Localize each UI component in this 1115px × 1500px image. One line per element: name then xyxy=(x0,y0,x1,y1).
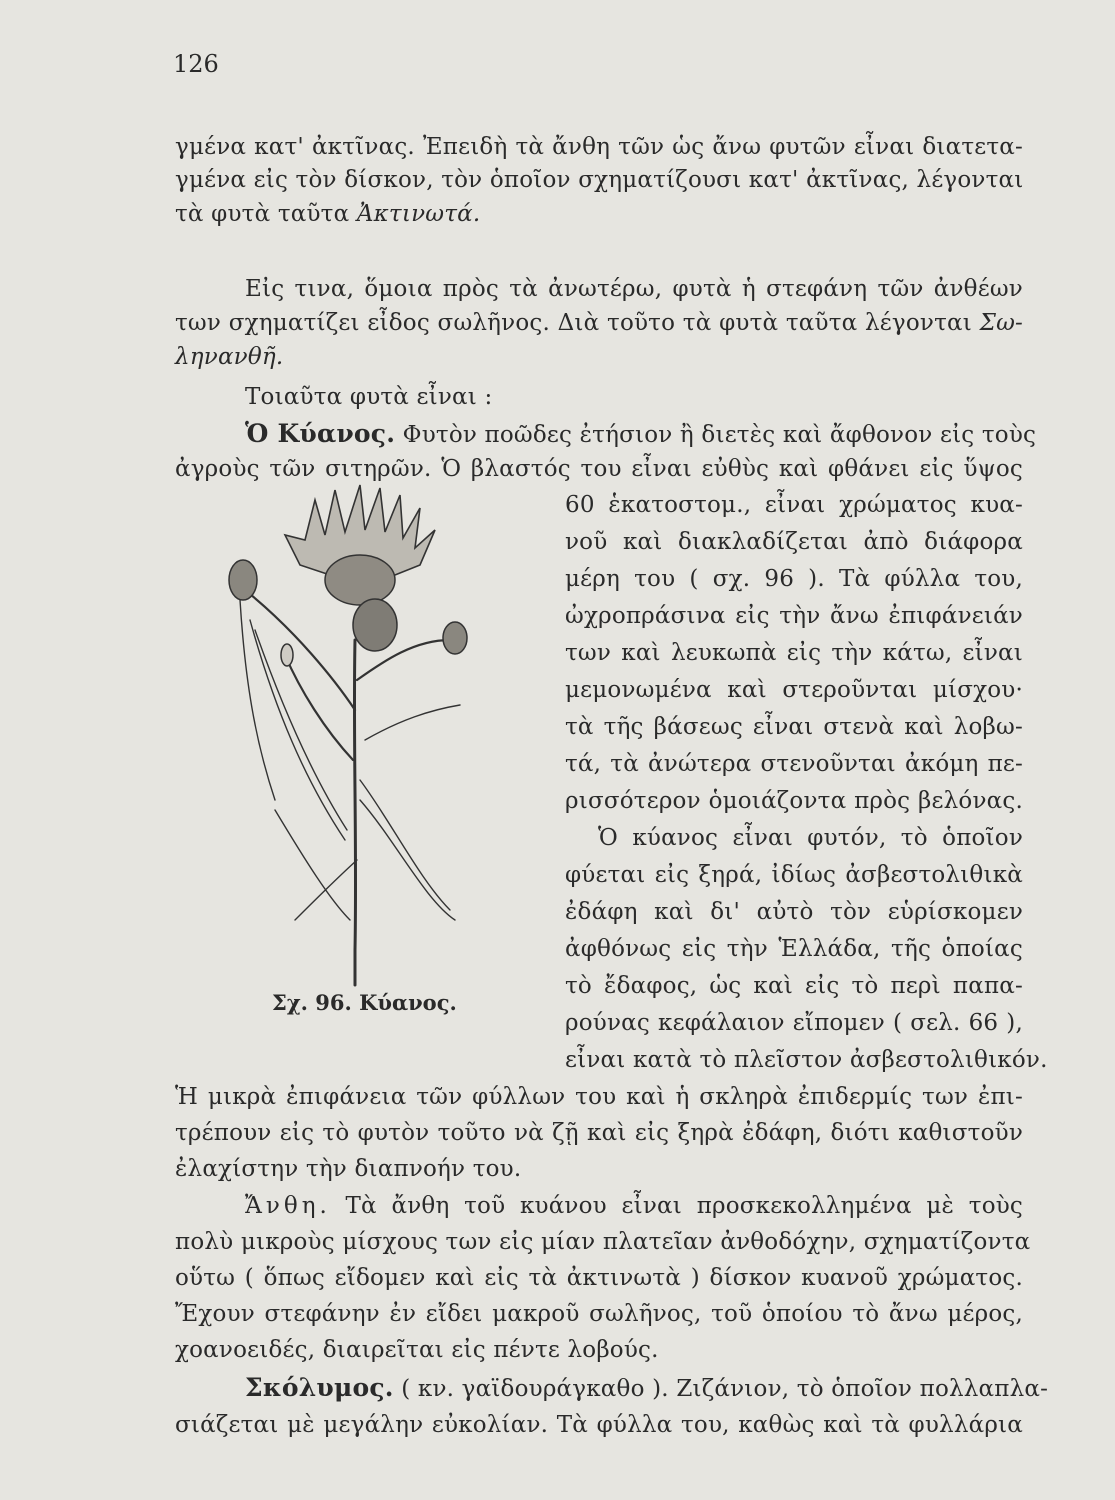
text-line: μεμονωμένα καὶ στεροῦνται μίσχου· xyxy=(565,677,1023,703)
text-line: των καὶ λευκωπὰ εἰς τὴν κάτω, εἶναι xyxy=(565,640,1023,666)
text-line: ρούνας κεφάλαιον εἴπομεν ( σελ. 66 ), xyxy=(565,1010,1023,1036)
heading-skolymos: Σκόλυμος. xyxy=(245,1373,394,1402)
text-line: τὸ ἔδαφος, ὡς καὶ εἰς τὸ περὶ παπα- xyxy=(565,973,1023,999)
text-line: ἐλαχίστην τὴν διαπνοήν του. xyxy=(175,1156,522,1182)
text-line: τά, τὰ ἀνώτερα στενοῦνται ἀκόμη πε- xyxy=(565,751,1023,777)
text-line: ὠχροπράσινα εἰς τὴν ἄνω ἐπιφάνειάν xyxy=(565,603,1023,629)
text-line: γμένα εἰς τὸν δίσκον, τὸν ὁποῖον σχηματίζουσι κατ' ἀκτῖνας, λέγονται xyxy=(175,167,1024,193)
text-line: τὰ φυτὰ ταῦτα Ἀκτινωτά. xyxy=(175,201,481,227)
text-line: χοανοειδές, διαιρεῖται εἰς πέντε λοβούς. xyxy=(175,1337,659,1363)
figure-caption: Σχ. 96. Κύανος. xyxy=(272,990,457,1015)
text-line: των σχηματίζει εἶδος σωλῆνος. Διὰ τοῦτο τὰ φυτὰ ταῦτα λέγονται Σω- xyxy=(175,310,1024,336)
text-line: γμένα κατ' ἀκτῖνας. Ἐπειδὴ τὰ ἄνθη τῶν ὡς ἄνω φυτῶν εἶναι διατετα- xyxy=(175,134,1023,160)
text-line: τρέπουν εἰς τὸ φυτὸν τοῦτο νὰ ζῇ καὶ εἰς ξηρὰ ἐδάφη, διότι καθιστοῦν xyxy=(175,1120,1023,1146)
text-line: Τοιαῦτα φυτὰ εἶναι : xyxy=(245,384,493,410)
text-line: οὕτω ( ὅπως εἴδομεν καὶ εἰς τὰ ἀκτινωτὰ ) δίσκον κυανοῦ χρώματος. xyxy=(175,1265,1023,1291)
text-line: σιάζεται μὲ μεγάλην εὐκολίαν. Τὰ φύλλα του, καθὼς καὶ τὰ φυλλάρια xyxy=(175,1412,1023,1438)
text-line: Ἡ μικρὰ ἐπιφάνεια τῶν φύλλων του καὶ ἡ σκληρὰ ἐπιδερμίς των ἐπι- xyxy=(175,1084,1023,1110)
text-line: Ἄνθη. Τὰ ἄνθη τοῦ κυάνου εἶναι προσκεκολλημένα μὲ τοὺς xyxy=(245,1193,1024,1219)
heading-anthi: Ἄνθη. xyxy=(245,1193,331,1219)
heading-kyanos: Ὁ Κύανος. xyxy=(245,419,396,448)
term-aktinota: Ἀκτινωτά. xyxy=(356,201,481,227)
text-line: Σκόλυμος. ( κν. γαϊδουράγκαθο ). Ζιζάνιον, τὸ ὁποῖον πολλαπλα- xyxy=(245,1373,1049,1402)
text-line: μέρη του ( σχ. 96 ). Τὰ φύλλα του, xyxy=(565,566,1023,592)
text-line: νοῦ καὶ διακλαδίζεται ἀπὸ διάφορα xyxy=(565,529,1023,555)
text-line: ἀφθόνως εἰς τὴν Ἑλλάδα, τῆς ὁποίας xyxy=(565,936,1023,962)
text-line: φύεται εἰς ξηρά, ἰδίως ἀσβεστολιθικὰ xyxy=(565,862,1023,888)
text-line: ρισσότερον ὁμοιάζοντα πρὸς βελόνας. xyxy=(565,788,1023,814)
cornflower-illustration xyxy=(215,480,515,995)
text-line: Ὁ κύανος εἶναι φυτόν, τὸ ὁποῖον xyxy=(598,825,1023,851)
term-solinanthi: Σω- xyxy=(979,310,1024,336)
text-line: Ἔχουν στεφάνην ἐν εἴδει μακροῦ σωλῆνος, τοῦ ὁποίου τὸ ἄνω μέρος, xyxy=(175,1301,1023,1327)
text-line: πολὺ μικροὺς μίσχους των εἰς μίαν πλατεῖαν ἀνθοδόχην, σχηματίζοντα xyxy=(175,1229,1031,1255)
text-line: τὰ τῆς βάσεως εἶναι στενὰ καὶ λοβω- xyxy=(565,714,1023,740)
text-line: 60 ἑκατοστομ., εἶναι χρώματος κυα- xyxy=(565,492,1023,518)
text-line: ἐδάφη καὶ δι' αὐτὸ τὸν εὑρίσκομεν xyxy=(565,899,1023,925)
page-number: 126 xyxy=(173,50,219,78)
text-line: ἀγροὺς τῶν σιτηρῶν. Ὁ βλαστός του εἶναι εὐθὺς καὶ φθάνει εἰς ὕψος xyxy=(175,456,1023,482)
text-line: Ὁ Κύανος. Φυτὸν ποῶδες ἐτήσιον ἢ διετὲς καὶ ἄφθονον εἰς τοὺς xyxy=(245,419,1037,448)
text-line: ληνανθῆ. xyxy=(175,344,284,370)
text-line: εἶναι κατὰ τὸ πλεῖστον ἀσβεστολιθικόν. xyxy=(565,1047,1048,1073)
text-line: Εἰς τινα, ὅμοια πρὸς τὰ ἀνωτέρω, φυτὰ ἡ στεφάνη τῶν ἀνθέων xyxy=(245,276,1023,302)
